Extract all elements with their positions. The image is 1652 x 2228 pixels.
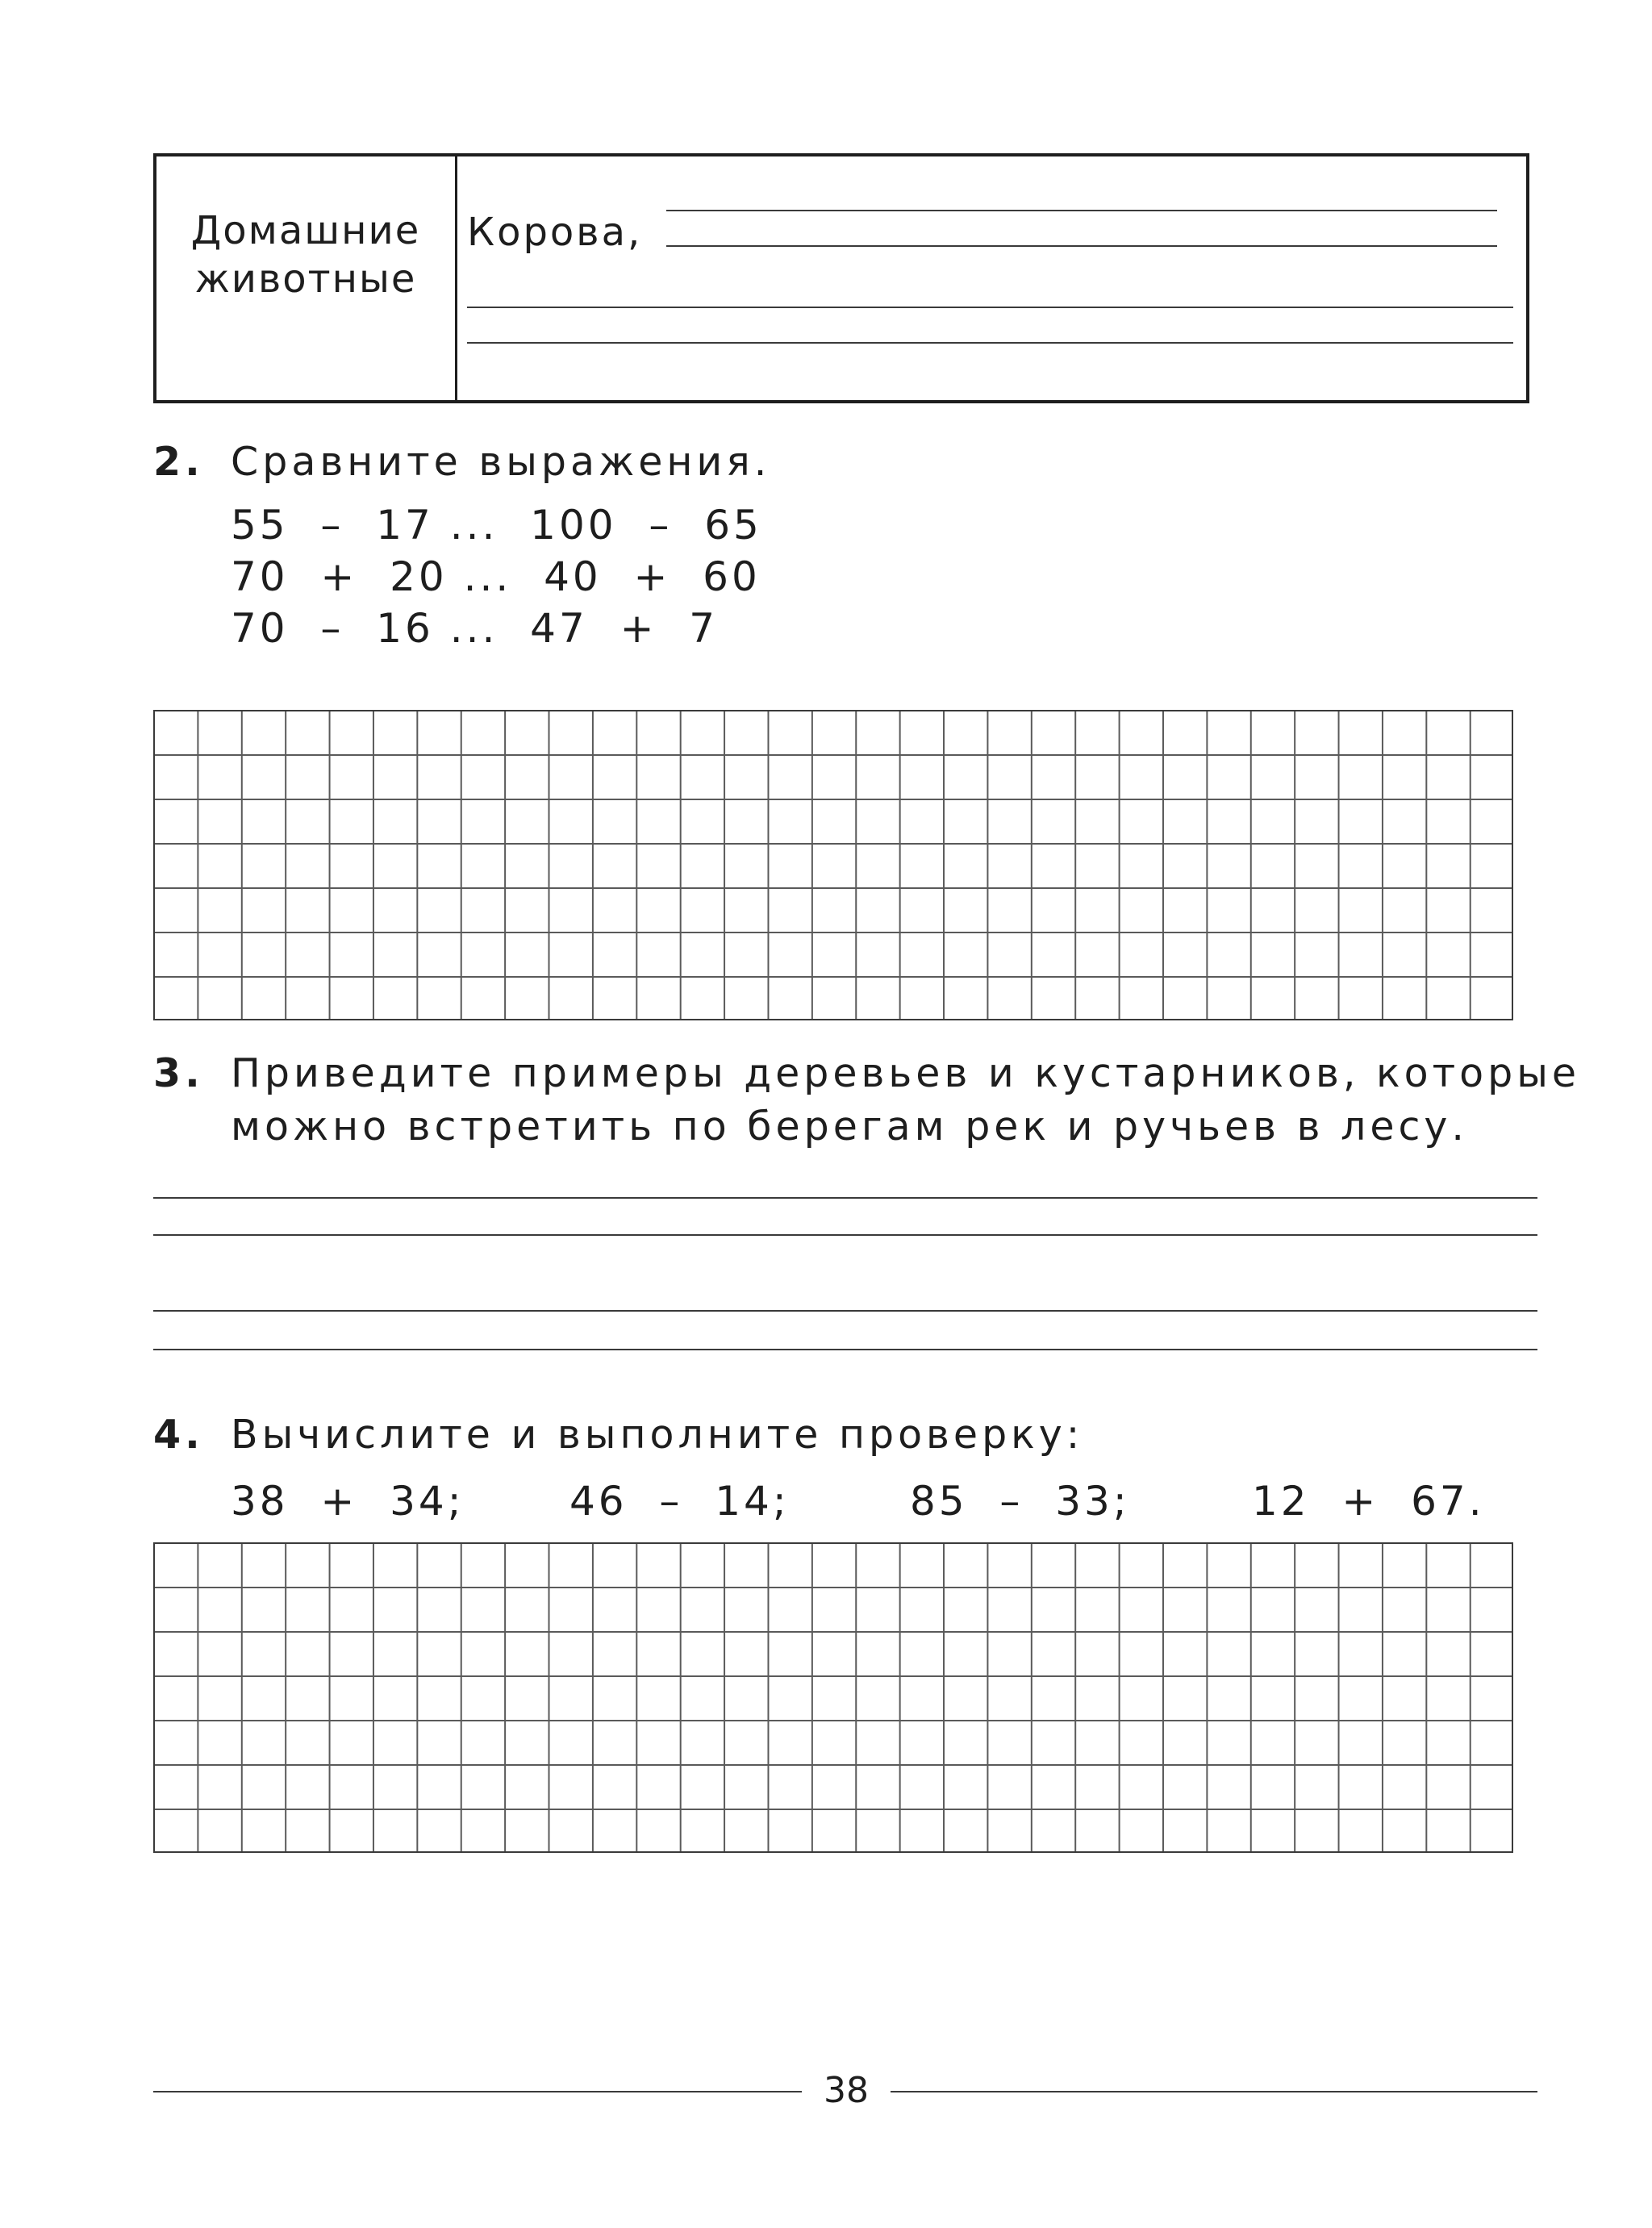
calculation: 46 – 14; [569, 1478, 790, 1525]
answer-line[interactable] [153, 1197, 1537, 1199]
calculation: 12 + 67. [1252, 1478, 1485, 1525]
answer-grid[interactable] [153, 710, 1513, 1020]
answer-line[interactable] [467, 307, 1513, 308]
expression: 70 – 16 ... 47 + 7 [231, 605, 719, 652]
expression: 55 – 17 ... 100 – 65 [231, 502, 762, 549]
task-4-heading [153, 1408, 1083, 1462]
expression: 70 + 20 ... 40 + 60 [231, 553, 761, 600]
answer-line[interactable] [467, 342, 1513, 344]
example-animal-label: Корова, [467, 210, 643, 255]
task-number: 2. [153, 439, 204, 485]
answer-line[interactable] [153, 1310, 1537, 1312]
task-title-line-2: можно встретить по берегам рек и ручьев в лесу. [231, 1104, 1469, 1149]
task-2-heading [153, 436, 770, 489]
answer-grid[interactable] [153, 1542, 1513, 1853]
task-number: 3. [153, 1050, 204, 1096]
answer-line[interactable] [153, 1234, 1537, 1236]
task-number: 4. [153, 1412, 204, 1458]
footer-rule [891, 2091, 1537, 2092]
calculation: 38 + 34; [231, 1478, 465, 1525]
category-label: Домашние животные [190, 208, 421, 302]
task-title-line-1: Приведите примеры деревьев и кустарников, которые [231, 1050, 1581, 1096]
answer-line[interactable] [153, 1349, 1537, 1350]
task-title: Вычислите и выполните проверку: [231, 1412, 1084, 1458]
task-title: Сравните выражения. [231, 439, 771, 485]
table-divider [455, 156, 457, 400]
footer-rule [153, 2091, 802, 2092]
answer-line[interactable] [666, 245, 1497, 247]
calculation: 85 – 33; [910, 1478, 1130, 1525]
page-number: 38 [824, 2070, 869, 2111]
animal-table [153, 153, 1529, 403]
task-3-heading [153, 1047, 1580, 1100]
answer-line[interactable] [666, 210, 1497, 211]
